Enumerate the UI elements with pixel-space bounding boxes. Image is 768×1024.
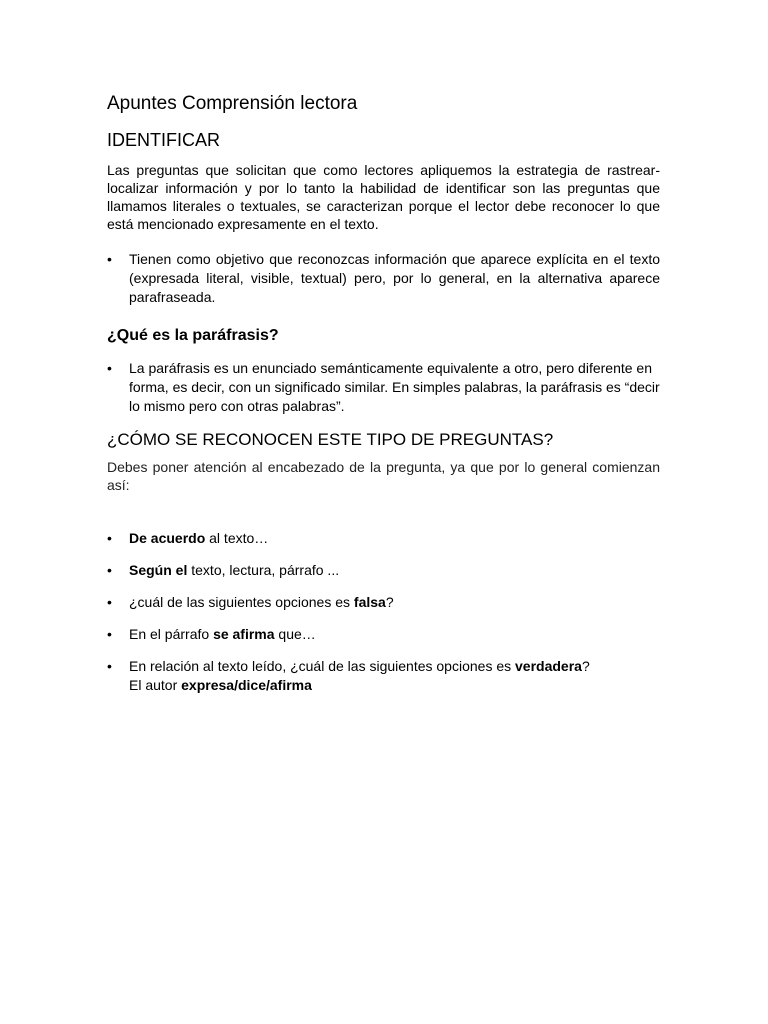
list-item: [107, 625, 660, 644]
list-question-starters: [107, 529, 660, 695]
paragraph-reconocer: Debes poner atención al encabezado de la pregunta, ya que por lo general comienzan así:: [107, 459, 660, 493]
bullet-text: Tienen como objetivo que reconozcas información que aparece explícita en el texto (expresada literal, visible, textual) pero, por lo general, en la alternativa aparece parafraseada.: [129, 251, 660, 305]
list-item: [107, 593, 660, 612]
list-item: [107, 359, 660, 416]
phrase-text: El autor: [129, 677, 182, 693]
bullet-icon: •: [107, 251, 112, 267]
heading-parafrasis: ¿Qué es la paráfrasis?: [107, 327, 279, 344]
phrase-text: que…: [274, 626, 316, 642]
document-content: [107, 92, 660, 695]
bullet-icon: •: [107, 530, 112, 546]
bullet-text: La paráfrasis es un enunciado semánticamente equivalente a otro, pero diferente en forma, es decir, con un significado similar. En simples palabras, la paráfrasis es “decir lo mismo pero con otras palabras”.: [129, 360, 660, 414]
document-title: Apuntes Comprensión lectora: [107, 93, 358, 114]
list-item: [107, 561, 660, 580]
phrase-bold: Según el: [129, 562, 188, 578]
phrase-bold: verdadera: [515, 658, 582, 674]
bullet-icon: •: [107, 658, 112, 674]
phrase-text: ¿cuál de las siguientes opciones es: [129, 594, 354, 610]
phrase-text: al texto…: [205, 530, 269, 546]
phrase-bold: se afirma: [213, 626, 275, 642]
phrase-bold: expresa/dice/afirma: [181, 677, 312, 693]
phrase-bold: De acuerdo: [129, 530, 206, 546]
bullet-icon: •: [107, 360, 112, 376]
list-item: [107, 529, 660, 548]
phrase-text: En relación al texto leído, ¿cuál de las siguientes opciones es: [129, 658, 516, 674]
phrase-bold: falsa: [353, 594, 386, 610]
phrase-text: ?: [385, 594, 394, 610]
phrase-text: En el párrafo: [129, 626, 214, 642]
bullet-icon: •: [107, 626, 112, 642]
phrase-text: ?: [581, 658, 590, 674]
heading-identificar: IDENTIFICAR: [107, 130, 221, 150]
phrase-text: texto, lectura, párrafo ...: [187, 562, 340, 578]
paragraph-identificar: Las preguntas que solicitan que como lectores apliquemos la estrategia de rastrear- localizar información y por lo tanto la habilidad de identificar son las preguntas que llamamos literales o textuales, se caracterizan porque el lector debe reconocer lo que está mencionado expresamente en el texto.: [107, 162, 660, 232]
heading-reconocer: ¿CÓMO SE RECONOCEN ESTE TIPO DE PREGUNTAS?: [107, 430, 554, 449]
list-parafrasis: [107, 359, 660, 416]
list-identificar: [107, 250, 660, 307]
list-item: [107, 250, 660, 307]
bullet-icon: •: [107, 594, 112, 610]
bullet-icon: •: [107, 562, 112, 578]
list-item: [107, 657, 660, 695]
